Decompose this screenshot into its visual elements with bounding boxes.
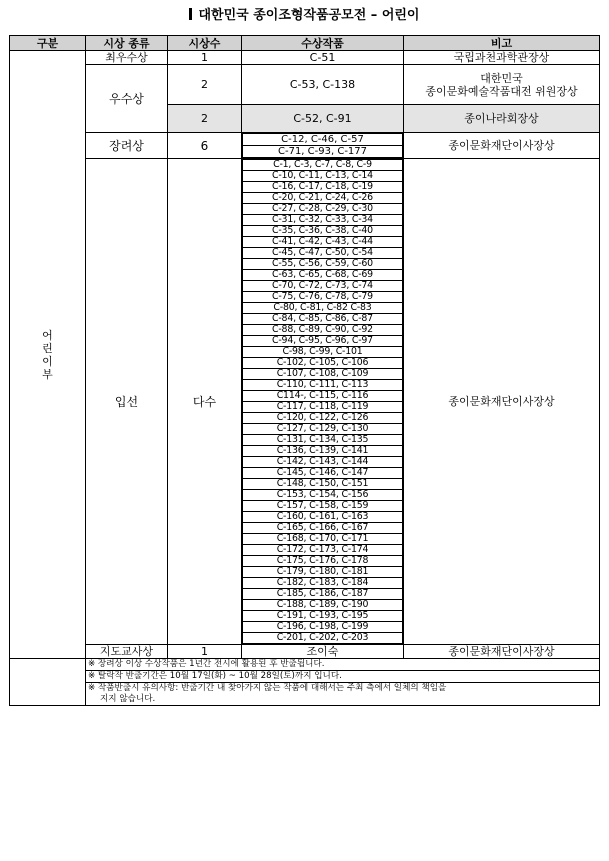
header-award-type: 시상 종류	[86, 36, 168, 51]
award-works: 조이숙	[242, 645, 404, 659]
award-count: 2	[168, 105, 242, 133]
works-line-row	[243, 567, 403, 578]
category-char: 린	[42, 341, 53, 355]
works-line: C-41, C-42, C-43, C-44	[243, 237, 403, 248]
works-line: C-70, C-72, C-73, C-74	[243, 281, 403, 292]
note-spacer	[10, 671, 86, 683]
works-line-row	[243, 402, 403, 413]
award-remark-line: 대한민국	[480, 71, 523, 85]
works-line-row	[243, 446, 403, 457]
works-line: C-16, C-17, C-18, C-19	[243, 182, 403, 193]
works-line-row	[243, 545, 403, 556]
table-row-teacher	[10, 645, 600, 659]
works-line: C-191, C-193, C-195	[243, 611, 403, 622]
works-line: C-88, C-89, C-90, C-92	[243, 325, 403, 336]
table-row-grand	[10, 51, 600, 65]
works-line-row	[243, 611, 403, 622]
awards-table	[9, 35, 600, 706]
table-row-entry	[10, 159, 600, 645]
works-line: C-63, C-65, C-68, C-69	[243, 270, 403, 281]
works-line-row	[243, 193, 403, 204]
works-line: C-84, C-85, C-86, C-87	[243, 314, 403, 325]
works-line-row	[243, 501, 403, 512]
works-line: C-142, C-143, C-144	[243, 457, 403, 468]
works-line-row	[243, 281, 403, 292]
works-line: C-31, C-32, C-33, C-34	[243, 215, 403, 226]
works-line-row	[243, 171, 403, 182]
works-line: C-185, C-186, C-187	[243, 589, 403, 600]
table-row-encouragement	[10, 133, 600, 159]
works-line-row	[243, 358, 403, 369]
page-title	[0, 7, 609, 25]
award-name: 지도교사상	[86, 645, 168, 659]
award-works-cell	[242, 133, 404, 159]
works-line-row	[243, 369, 403, 380]
works-line: C-71, C-93, C-177	[243, 146, 403, 158]
works-line: C-35, C-36, C-38, C-40	[243, 226, 403, 237]
category-char: 부	[42, 367, 53, 381]
works-line: C-80, C-81, C-82 C-83	[243, 303, 403, 314]
works-line-row	[243, 556, 403, 567]
title-bar-marker	[189, 8, 192, 20]
works-line: C-160, C-161, C-163	[243, 512, 403, 523]
works-line-row	[243, 270, 403, 281]
note-row-3	[10, 683, 600, 706]
works-line-row	[243, 490, 403, 501]
works-line-row	[243, 435, 403, 446]
award-name: 우수상	[86, 65, 168, 133]
works-line: C-172, C-173, C-174	[243, 545, 403, 556]
works-line: C-136, C-139, C-141	[243, 446, 403, 457]
works-line-row	[243, 589, 403, 600]
works-line: C-107, C-108, C-109	[243, 369, 403, 380]
works-line: C114-, C-115, C-116	[243, 391, 403, 402]
award-name: 최우수상	[86, 51, 168, 65]
works-line: C-201, C-202, C-203	[243, 633, 403, 644]
works-line-row	[243, 622, 403, 633]
award-count: 1	[168, 51, 242, 65]
works-line: C-94, C-95, C-96, C-97	[243, 336, 403, 347]
works-line: C-110, C-111, C-113	[243, 380, 403, 391]
works-line: C-12, C-46, C-57	[243, 134, 403, 146]
category-char: 어	[42, 328, 53, 342]
note-spacer	[10, 659, 86, 671]
works-line-row	[243, 391, 403, 402]
entry-works-list	[242, 159, 403, 644]
note-row-1	[10, 659, 600, 671]
works-line: C-98, C-99, C-101	[243, 347, 403, 358]
works-line: C-117, C-118, C-119	[243, 402, 403, 413]
note-3	[86, 683, 600, 706]
award-remark	[404, 65, 600, 105]
works-line: C-148, C-150, C-151	[243, 479, 403, 490]
works-line-row	[243, 479, 403, 490]
award-works-cell	[242, 159, 404, 645]
works-line: C-153, C-154, C-156	[243, 490, 403, 501]
works-line: C-75, C-76, C-78, C-79	[243, 292, 403, 303]
works-line-row	[243, 336, 403, 347]
works-line: C-179, C-180, C-181	[243, 567, 403, 578]
works-line-row	[243, 160, 403, 171]
header-category: 구분	[10, 36, 86, 51]
award-count: 2	[168, 65, 242, 105]
works-line-row	[243, 204, 403, 215]
note-row-2	[10, 671, 600, 683]
works-line: C-165, C-166, C-167	[243, 523, 403, 534]
works-line: C-196, C-198, C-199	[243, 622, 403, 633]
award-remark: 종이문화재단이사장상	[404, 133, 600, 159]
works-line: C-182, C-183, C-184	[243, 578, 403, 589]
works-line-row	[243, 182, 403, 193]
note-spacer	[10, 683, 86, 706]
encouragement-works-list	[242, 133, 403, 158]
works-line: C-45, C-47, C-50, C-54	[243, 248, 403, 259]
note-2: ※ 탈락작 반출기간은 10월 17일(화) ~ 10월 28일(토)까지 입니다.	[86, 671, 600, 683]
works-line-row	[243, 215, 403, 226]
works-line-row	[243, 512, 403, 523]
award-works: C-53, C-138	[242, 65, 404, 105]
works-line-row	[243, 413, 403, 424]
award-remark: 국립과천과학관장상	[404, 51, 600, 65]
works-line-row	[243, 237, 403, 248]
works-line: C-20, C-21, C-24, C-26	[243, 193, 403, 204]
award-count: 1	[168, 645, 242, 659]
works-line: C-168, C-170, C-171	[243, 534, 403, 545]
works-line: C-27, C-28, C-29, C-30	[243, 204, 403, 215]
award-count: 6	[168, 133, 242, 159]
works-line: C-131, C-134, C-135	[243, 435, 403, 446]
award-remark-line: 종이문화예술작품대전 위원장상	[425, 84, 578, 98]
works-line-row	[243, 424, 403, 435]
table-header-row	[10, 36, 600, 51]
works-line-row	[243, 534, 403, 545]
works-line: C-145, C-146, C-147	[243, 468, 403, 479]
works-line-row	[243, 303, 403, 314]
award-remark: 종이문화재단이사장상	[404, 159, 600, 645]
works-line-row	[243, 226, 403, 237]
header-count: 시상수	[168, 36, 242, 51]
works-line-row	[243, 600, 403, 611]
works-line-row	[243, 314, 403, 325]
works-line-row	[243, 578, 403, 589]
works-line: C-55, C-56, C-59, C-60	[243, 259, 403, 270]
award-works: C-52, C-91	[242, 105, 404, 133]
works-line: C-102, C-105, C-106	[243, 358, 403, 369]
award-name: 장려상	[86, 133, 168, 159]
category-char: 이	[42, 354, 53, 368]
note-3-line-1: ※ 작품반출시 유의사항: 반출기간 내 찾아가지 않는 작품에 대해서는 주최 측에서 일체의 책임을	[88, 683, 447, 693]
page-title-text: 대한민국 종이조형작품공모전 – 어린이	[198, 8, 420, 23]
works-line-row	[243, 523, 403, 534]
works-line-row	[243, 633, 403, 644]
note-3-line-2: 지지 않습니다.	[100, 694, 156, 704]
works-line-row	[243, 259, 403, 270]
works-line: C-175, C-176, C-178	[243, 556, 403, 567]
works-line-row	[243, 292, 403, 303]
works-line: C-10, C-11, C-13, C-14	[243, 171, 403, 182]
works-line-row	[243, 468, 403, 479]
works-line-row	[243, 347, 403, 358]
works-line-row	[243, 248, 403, 259]
note-1: ※ 장려상 이상 수상작품은 1년간 전시에 활용된 후 반출됩니다.	[86, 659, 600, 671]
award-remark: 종이나라회장상	[404, 105, 600, 133]
header-works: 수상작품	[242, 36, 404, 51]
award-name: 입선	[86, 159, 168, 645]
category-cell	[10, 51, 86, 659]
table-row-excellence-1	[10, 65, 600, 105]
works-line: C-1, C-3, C-7, C-8, C-9	[243, 160, 403, 171]
works-line: C-188, C-189, C-190	[243, 600, 403, 611]
award-remark: 종이문화재단이사장상	[404, 645, 600, 659]
works-line-row	[243, 457, 403, 468]
works-line: C-157, C-158, C-159	[243, 501, 403, 512]
award-count: 다수	[168, 159, 242, 645]
works-line-row	[243, 325, 403, 336]
award-works: C-51	[242, 51, 404, 65]
header-remarks: 비고	[404, 36, 600, 51]
works-line: C-127, C-129, C-130	[243, 424, 403, 435]
works-line: C-120, C-122, C-126	[243, 413, 403, 424]
works-line-row	[243, 380, 403, 391]
